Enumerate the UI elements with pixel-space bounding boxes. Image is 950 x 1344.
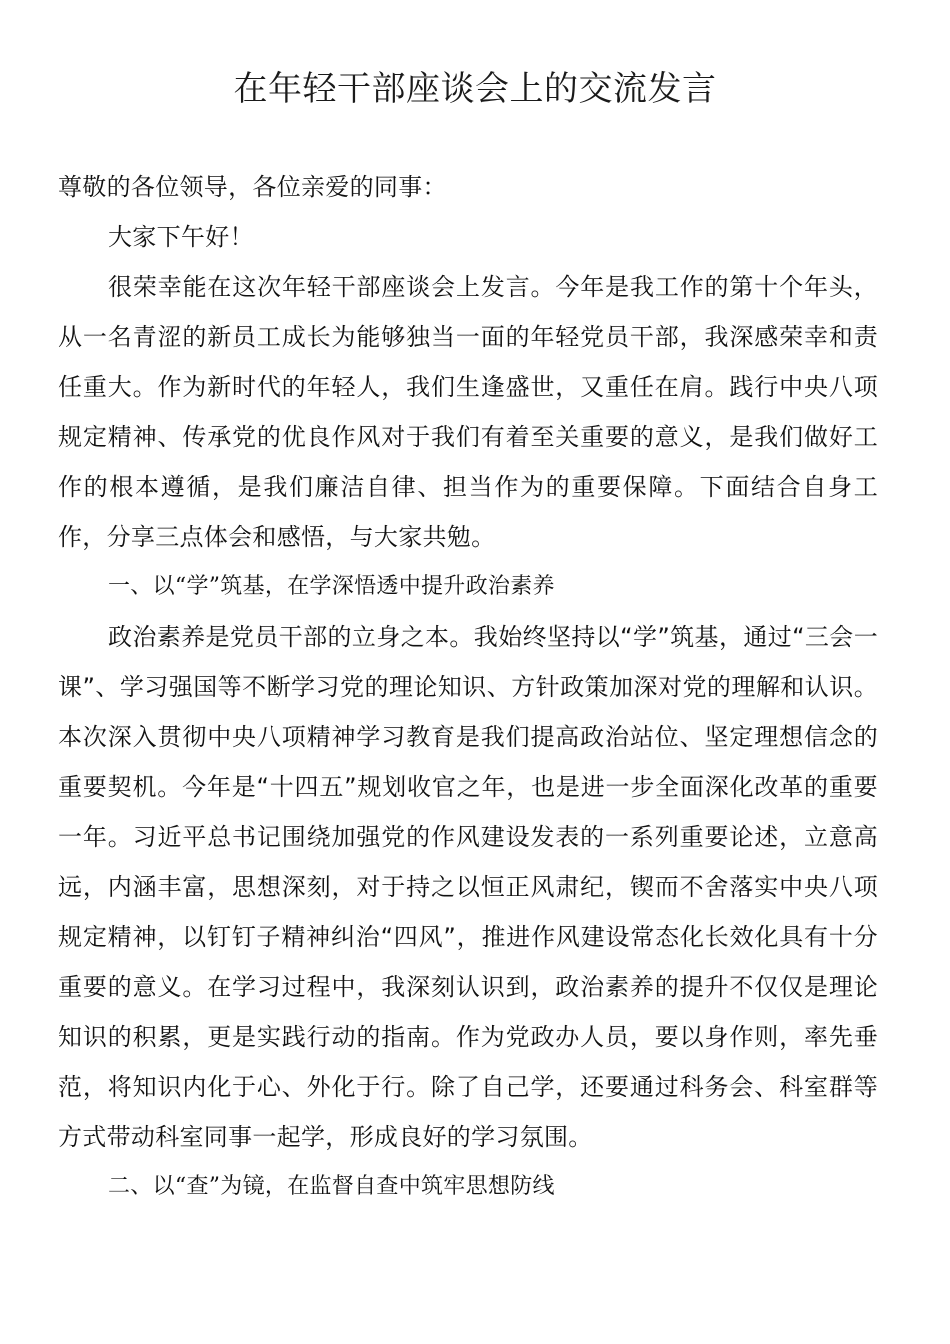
document-title: 在年轻干部座谈会上的交流发言 [233, 69, 717, 109]
salutation: 尊敬的各位领导，各位亲爱的同事： [58, 173, 447, 201]
intro-paragraph: 很荣幸能在这次年轻干部座谈会上发言。今年是我工作的第十个年头，从一名青涩的新员工成长为能够独当一面的年轻党员干部，我深感荣幸和责任重大。作为新时代的年轻人，我们生逢盛世，又重任在肩。践行中央八项规定精神、传承党的优良作风对于我们有着至关重要的意义，是我们做好工作的根本遵循，是我们廉洁自律、担当作为的重要保障。下面结合自身工作，分享三点体会和感悟，与大家共勉。 [58, 273, 878, 551]
section-heading-1: 一、以“学”筑基，在学深悟透中提升政治素养 [108, 574, 555, 599]
greeting: 大家下午好！ [108, 223, 254, 251]
section-heading-2: 二、以“查”为镜，在监督自查中筑牢思想防线 [108, 1174, 555, 1199]
document-body [58, 162, 878, 1212]
section-paragraph-1: 政治素养是党员干部的立身之本。我始终坚持以“学”筑基，通过“三会一课”、学习强国等不断学习党的理论知识、方针政策加深对党的理解和认识。本次深入贯彻中央八项精神学习教育是我们提高政治站位、坚定理想信念的重要契机。今年是“十四五”规划收官之年，也是进一步全面深化改革的重要一年。习近平总书记围绕加强党的作风建设发表的一系列重要论述，立意高远，内涵丰富，思想深刻，对于持之以恒正风肃纪，锲而不舍落实中央八项规定精神，以钉钉子精神纠治“四风”，推进作风建设常态化长效化具有十分重要的意义。在学习过程中，我深刻认识到，政治素养的提升不仅仅是理论知识的积累，更是实践行动的指南。作为党政办人员，要以身作则，率先垂范，将知识内化于心、外化于行。除了自己学，还要通过科务会、科室群等方式带动科室同事一起学，形成良好的学习氛围。 [58, 623, 878, 1151]
